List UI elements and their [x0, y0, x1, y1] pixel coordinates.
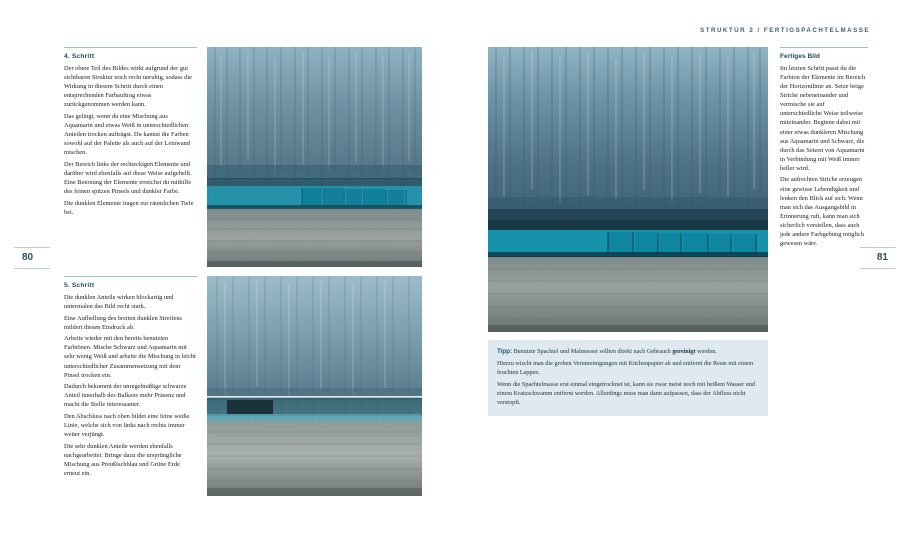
final-artwork-graphic: [488, 47, 768, 332]
final-text-heading: Fertiges Bild: [780, 53, 820, 60]
running-head: STRUKTUR 2 / FERTIGSPACHTELMASSE: [700, 27, 870, 34]
step5-artwork-graphic: [207, 276, 422, 496]
final-text-column: [780, 52, 868, 251]
step5-para-4: Dadurch bekommt der unregelmäßige schwarze Anteil innerhalb des Balkens mehr Präsenz und macht die Stelle interessanter.: [64, 383, 187, 409]
folio-rule-left-2: [14, 268, 50, 269]
tip-lead-label: Tipp:: [497, 348, 513, 355]
step4-artwork: [207, 47, 422, 267]
tip-para-3: Wenn die Spachtelmasse erst einmal eingetrocknet ist, kann sie zwar meist noch mit heißem Wasser und einem Kratzschwamm entfernt werden. Allerdings muss man dann aufpassen, dass der Abfluss nicht verstopft.: [497, 380, 756, 406]
step4-para-4: Die dunklen Elemente tragen zur räumlichen Tiefe bei.: [64, 199, 194, 216]
step5-para-6: Die sehr dunklen Anteile werden ebenfalls nachgearbeitet. Bringe dazu die ursprüngliche Mischung aus Preußischblau und Grüne Erde erneut ein.: [64, 442, 182, 478]
step5-rule: [64, 276, 197, 277]
final-artwork: [488, 47, 768, 332]
tip-box: [488, 340, 768, 416]
page-right: [455, 0, 910, 543]
step5-para-5: Den Abschluss nach oben bildet eine feine weiße Linie, welche sich von links nach rechts immer weiter verjüngt.: [64, 412, 190, 439]
final-text-para-2: Die aufrechten Striche erzeugen eine gewisse Lebendigkeit und lenken den Blick auf sich. Wenn man sich das Ausgangsbild in Erinnerung ruft, kann man sich sicherlich vorstellen, dass auch jede andere Farbgebung möglich gewesen wäre.: [780, 176, 864, 248]
step4-para-3: Der Bereich links der rechteckigen Elemente und darüber wird ebenfalls auf diese Weise aufgehellt. Eine Betonung der Elemente erreichst du mithilfe des feinen spitzen Pinsels und dunkler Farbe.: [64, 160, 192, 196]
tip-para-1-text: Benutzte Spachtel und Malmesser sollten direkt nach Gebrauch gereinigt werden.: [513, 348, 717, 355]
tip-para-2: Hierzu wischt man die groben Verunreinigungen mit Küchenpapier ab und entfernt die Reste mit einem feuchten Lappen.: [497, 359, 754, 376]
final-text-rule: [780, 47, 868, 48]
step4-para-1: Der obere Teil des Bildes wirkt aufgrund der gut sichtbaren Struktur noch recht unruhig, sodass die Wirkung in diesem Schritt durch einen entsprechenden Farbauftrag etwas zurückgenommen werden kann.: [64, 64, 192, 109]
final-text-para-1: Im letzten Schritt passt du die Farbton der Elemente im Bereich der Horizontlinie an. Setze beige Striche nebeneinander und vermische sie auf unterschiedliche Weise teilweise miteinander. Beginne dabei mit einer etwas dunkleren Mischung aus Aquamarin und Schwarz, die durch das Setzen von Aquamarin in Verbindung mit Weiß immer heller wird.: [780, 64, 866, 172]
tip-para-1: [497, 348, 758, 357]
step5-para-2: Eine Aufhellung des breiten dunklen Streifens mildert diesen Eindruck ab.: [64, 314, 183, 331]
step5-heading: 5. Schritt: [64, 282, 95, 289]
step4-heading: 4. Schritt: [64, 53, 95, 60]
folio-rule-right-2: [860, 268, 896, 269]
step4-text-column: [64, 52, 197, 219]
step5-artwork: [207, 276, 422, 496]
folio-right: 81: [876, 252, 888, 263]
step4-rule: [64, 47, 197, 48]
step4-para-2: Das gelingt, wenn du eine Mischung aus Aquamarin und etwas Weiß in unterschiedlichen Anteilen trocken aufträgst. Du kannst die Farben sowohl auf der Palette als auch auf der Leinwand mischen.: [64, 112, 190, 157]
step5-para-1: Die dunklen Anteile wirken blockartig und untermalen das Bild recht stark.: [64, 293, 174, 310]
step5-para-3: Arbeite wieder mit den bereits benutzten Farbtönen. Mische Schwarz und Aquamarin mit sehr wenig Weiß und arbeite die Mischung in leicht unterschiedlicher Zusammensetzung mit dem Pinsel trocken ein.: [64, 335, 196, 379]
folio-rule-left: [14, 247, 50, 248]
folio-left: 80: [22, 252, 34, 263]
step4-artwork-graphic: [207, 47, 422, 267]
step5-text-column: [64, 281, 197, 481]
